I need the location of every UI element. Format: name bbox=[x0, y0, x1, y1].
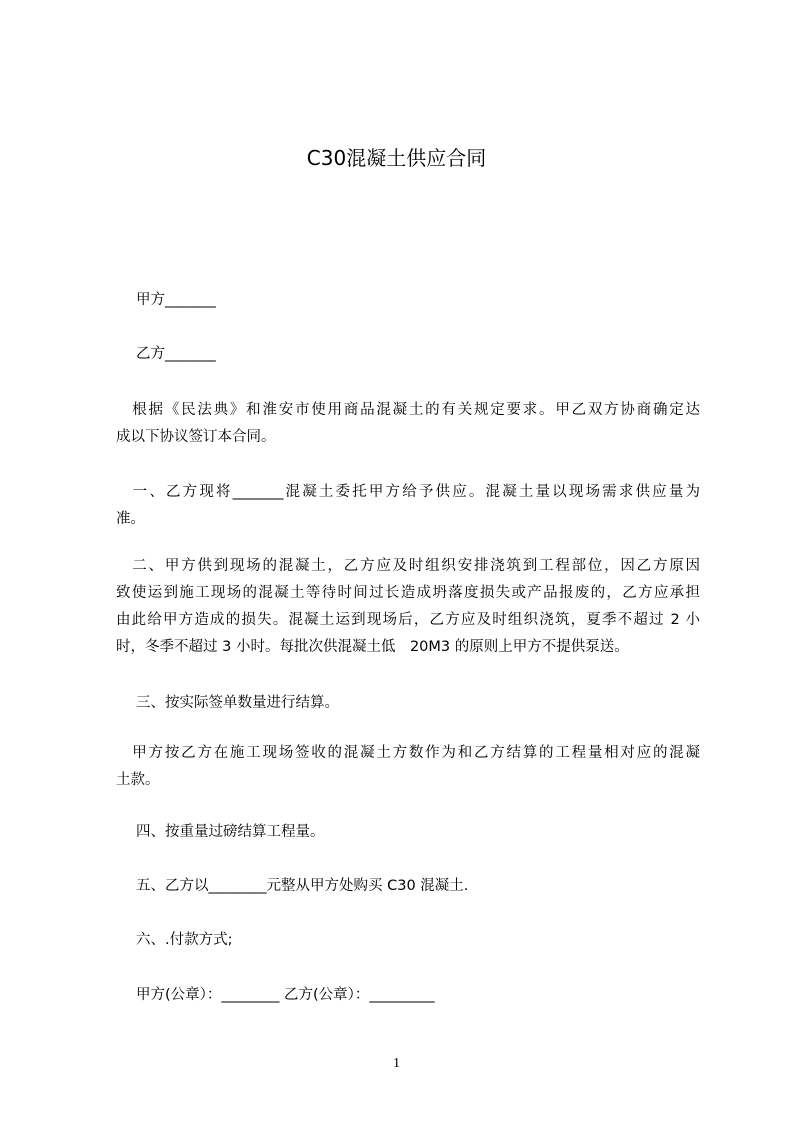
clause-2-line: 由此给甲方造成的损失。混凝土运到现场后，乙方应及时组织浇筑，夏季不超过 2 小 bbox=[116, 612, 700, 628]
party-b-line: 乙方_______ bbox=[136, 346, 216, 362]
clause-2-line: 致使运到施工现场的混凝土等待时间过长造成坍落度损失或产品报废的，乙方应承担 bbox=[116, 585, 700, 601]
intro-line: 根据《民法典》和淮安市使用商品混凝土的有关规定要求。甲乙双方协商确定达 bbox=[116, 402, 700, 418]
intro-line: 成以下协议签订本合同。 bbox=[116, 429, 276, 445]
clause-4: 四、按重量过磅结算工程量。 bbox=[136, 824, 325, 840]
clause-1-line: 一、乙方现将_______混凝土委托甲方给予供应。混凝土量以现场需求供应量为 bbox=[116, 484, 700, 500]
clause-3-detail-line: 土款。 bbox=[116, 772, 160, 788]
clause-1-line: 准。 bbox=[116, 511, 145, 527]
clause-6: 六、.付款方式; bbox=[136, 932, 233, 948]
clause-3: 三、按实际签单数量进行结算。 bbox=[136, 695, 339, 711]
page-number: 1 bbox=[393, 1056, 400, 1071]
clause-3-detail-line: 甲方按乙方在施工现场签收的混凝土方数作为和乙方结算的工程量相对应的混凝 bbox=[116, 745, 700, 761]
clause-2-line: 时，冬季不超过 3 小时。每批次供混凝土低 20M3 的原则上甲方不提供泵送。 bbox=[116, 639, 629, 655]
clause-2-line: 二、甲方供到现场的混凝土，乙方应及时组织安排浇筑到工程部位，因乙方原因 bbox=[116, 558, 700, 574]
clause-5: 五、乙方以________元整从甲方处购买 C30 混凝土. bbox=[136, 878, 469, 894]
page-title: C30混凝土供应合同 bbox=[306, 146, 487, 170]
signature-line: 甲方(公章）：________ 乙方(公章）：_________ bbox=[136, 987, 435, 1003]
party-a-line: 甲方_______ bbox=[136, 292, 216, 308]
